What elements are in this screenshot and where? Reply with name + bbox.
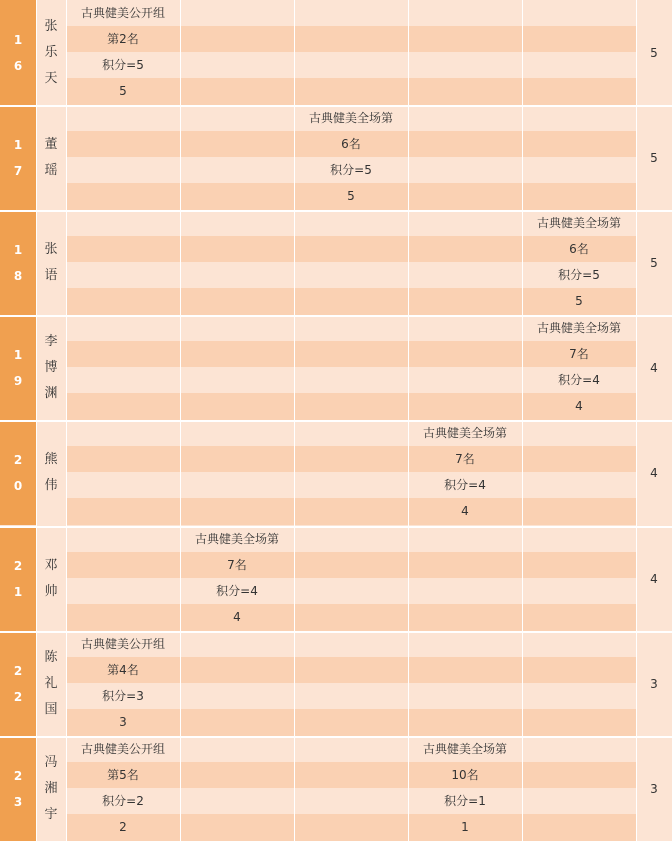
event-entry: [522, 315, 636, 419]
points-value: 5: [575, 294, 583, 308]
points-formula: 积分=1: [444, 794, 486, 808]
athlete-name-char: 天: [44, 70, 58, 86]
rank-digit: 2: [13, 663, 23, 678]
event-entry: [522, 210, 636, 314]
rank-digits: [14, 763, 22, 815]
athlete-name-char: 邓: [44, 557, 58, 573]
rank-digits: [14, 658, 22, 710]
event-placing: 6名: [569, 242, 589, 256]
total-score: 5: [650, 150, 658, 165]
points-formula: 积分=5: [558, 268, 600, 282]
athlete-name-char: 董: [44, 136, 58, 152]
column-divider: [294, 0, 295, 841]
row-band: [66, 552, 636, 578]
row-band: [66, 446, 636, 472]
row-divider: [0, 210, 672, 212]
rank-digit: 2: [13, 689, 23, 704]
event-entry: [294, 105, 408, 209]
points-value: 5: [347, 189, 355, 203]
row-band: [66, 472, 636, 498]
event-name: 古典健美全场第: [308, 111, 393, 125]
row-band: [66, 498, 636, 525]
points-formula: 积分=5: [102, 58, 144, 72]
event-name: 古典健美公开组: [80, 6, 165, 20]
row-divider: [0, 736, 672, 738]
athlete-name-char: 博: [44, 359, 58, 375]
row-divider: [0, 631, 672, 633]
points-value: 1: [461, 820, 469, 834]
event-name: 古典健美公开组: [80, 742, 165, 756]
athlete-name: [36, 210, 66, 315]
points-value: 5: [119, 84, 127, 98]
rank-digit: 9: [13, 373, 23, 388]
rank-digit: 0: [13, 478, 23, 493]
event-name: 古典健美全场第: [536, 216, 621, 230]
row-band: [66, 578, 636, 604]
row-band: [66, 604, 636, 631]
rank-digit: 1: [13, 32, 23, 47]
athlete-name-char: 伟: [44, 477, 58, 493]
total-score: 3: [650, 676, 658, 691]
rank-digit: 2: [13, 558, 23, 573]
event-entry: [66, 736, 180, 840]
rank-cell: [0, 526, 36, 631]
column-divider: [636, 0, 637, 841]
rank-cell: [0, 631, 36, 736]
rank-digit: 1: [13, 242, 23, 257]
rank-digits: [14, 132, 22, 184]
event-entry: [408, 420, 522, 524]
rank-digit: 3: [13, 794, 23, 809]
rank-cell: [0, 105, 36, 210]
rank-digit: 8: [13, 268, 23, 283]
event-placing: 7名: [227, 558, 247, 572]
rank-digits: [14, 237, 22, 289]
athlete-name: [36, 736, 66, 841]
rank-digit: 6: [13, 58, 23, 73]
row-band: [66, 420, 636, 446]
rank-digit: 2: [13, 452, 23, 467]
event-entry: [408, 736, 522, 840]
row-divider: [0, 526, 672, 528]
points-value: 4: [233, 610, 241, 624]
rank-cell: [0, 736, 36, 841]
athlete-name-chars: [44, 237, 57, 289]
column-divider: [522, 0, 523, 841]
athlete-name: [36, 420, 66, 525]
event-placing: 10名: [451, 768, 479, 782]
rank-digit: 1: [13, 137, 23, 152]
column-divider: [36, 0, 37, 841]
total-score: 3: [650, 781, 658, 796]
athlete-name-chars: [44, 14, 57, 92]
points-value: 4: [461, 504, 469, 518]
points-formula: 积分=3: [102, 689, 144, 703]
points-value: 3: [119, 715, 127, 729]
total-score: 5: [650, 45, 658, 60]
points-formula: 积分=4: [216, 584, 258, 598]
total-score: 5: [650, 255, 658, 270]
athlete-name-char: 张: [44, 18, 58, 34]
event-placing: 第5名: [107, 768, 139, 782]
athlete-name-char: 国: [44, 701, 58, 717]
athlete-name: [36, 0, 66, 105]
rank-digits: [14, 553, 22, 605]
event-placing: 第2名: [107, 32, 139, 46]
athlete-name-chars: [44, 750, 57, 828]
column-divider: [180, 0, 181, 841]
event-entry: [66, 0, 180, 104]
athlete-name-char: 李: [44, 333, 58, 349]
points-value: 4: [575, 399, 583, 413]
rank-cell: [0, 420, 36, 525]
total-score: 4: [650, 360, 658, 375]
rank-cell: [0, 210, 36, 315]
row-divider: [0, 315, 672, 317]
athlete-name-char: 渊: [44, 385, 58, 401]
event-name: 古典健美全场第: [422, 426, 507, 440]
athlete-name-char: 乐: [44, 44, 58, 60]
athlete-name-char: 瑶: [44, 162, 58, 178]
total-score: 4: [650, 571, 658, 586]
event-entry: [180, 526, 294, 630]
points-formula: 积分=5: [330, 163, 372, 177]
column-divider: [66, 0, 67, 841]
event-name: 古典健美全场第: [194, 532, 279, 546]
rank-cell: [0, 315, 36, 420]
athlete-name-char: 湘: [44, 780, 58, 796]
total-score: 4: [650, 465, 658, 480]
event-placing: 7名: [455, 452, 475, 466]
athlete-name: [36, 315, 66, 420]
athlete-name-chars: [44, 329, 57, 407]
athlete-name-char: 语: [44, 267, 58, 283]
athlete-name-char: 张: [44, 241, 58, 257]
rank-digit: 2: [13, 768, 23, 783]
athlete-name-char: 陈: [44, 649, 58, 665]
row-band: [66, 526, 636, 552]
row-divider: [0, 420, 672, 422]
rank-digits: [14, 342, 22, 394]
athlete-name-char: 宇: [44, 806, 58, 822]
points-value: 2: [119, 820, 127, 834]
column-divider: [408, 0, 409, 841]
event-name: 古典健美全场第: [536, 321, 621, 335]
event-name: 古典健美全场第: [422, 742, 507, 756]
athlete-name-char: 帅: [44, 583, 58, 599]
points-formula: 积分=4: [558, 373, 600, 387]
points-formula: 积分=2: [102, 794, 144, 808]
athlete-name-char: 礼: [44, 675, 58, 691]
athlete-name-char: 冯: [44, 754, 58, 770]
rank-cell: [0, 0, 36, 105]
event-entry: [66, 631, 180, 735]
rank-digit: 7: [13, 163, 23, 178]
athlete-name-chars: [44, 553, 57, 605]
rank-digits: [14, 27, 22, 79]
event-placing: 7名: [569, 347, 589, 361]
points-formula: 积分=4: [444, 478, 486, 492]
athlete-name: [36, 631, 66, 736]
rank-digit: 1: [13, 347, 23, 362]
athlete-name: [36, 105, 66, 210]
event-placing: 6名: [341, 137, 361, 151]
athlete-name-chars: [44, 645, 57, 723]
rank-digits: [14, 447, 22, 499]
rank-digit: 1: [13, 584, 23, 599]
event-name: 古典健美公开组: [80, 637, 165, 651]
athlete-name-chars: [44, 132, 57, 184]
event-placing: 第4名: [107, 663, 139, 677]
athlete-name: [36, 526, 66, 631]
athlete-name-chars: [44, 447, 57, 499]
athlete-name-char: 熊: [44, 451, 58, 467]
row-divider: [0, 105, 672, 107]
